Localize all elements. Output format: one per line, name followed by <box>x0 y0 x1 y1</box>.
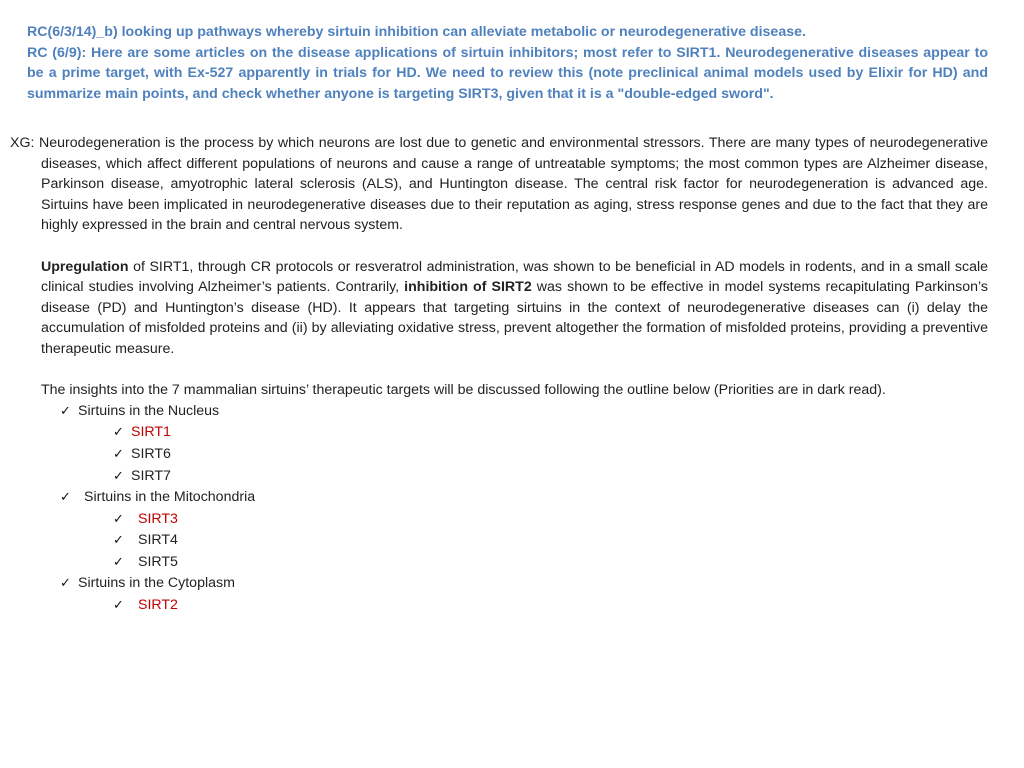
xg-notes-block <box>10 133 988 617</box>
sirtuin-label: SIRT7 <box>131 467 171 484</box>
xg-paragraph-regulation <box>10 257 988 360</box>
checkmark-icon: ✓ <box>60 576 71 592</box>
checkmark-icon: ✓ <box>113 598 124 614</box>
priority-sirtuin-label: SIRT2 <box>138 597 178 614</box>
priority-sirtuin-label: SIRT3 <box>138 510 178 527</box>
checkmark-icon: ✓ <box>113 533 124 549</box>
checkmark-icon: ✓ <box>113 511 124 527</box>
outline-label: Sirtuins in the Nucleus <box>78 402 220 419</box>
outline-subitem-sirt4 <box>10 530 988 552</box>
sirt2-inhibition-emphasis: inhibition of SIRT2 <box>404 279 532 296</box>
outline-subitem-sirt3 <box>10 509 988 531</box>
outline-subitem-sirt2 <box>10 595 988 617</box>
xg-paragraph-outline-intro: The insights into the 7 mammalian sirtuins’ therapeutic targets will be discussed following the outline below (Priorities are in dark read). <box>41 382 886 399</box>
xg-paragraph-neurodegeneration: XG: Neurodegeneration is the process by which neurons are lost due to genetic and environmental stressors. There are many types of neurodegenerative diseases, which affect different populations of neurons and cause a range of untreatable symptoms; the most common types are Alzheimer disease, Parkinson disease, amyotrophic lateral sclerosis (ALS), and Huntington disease. The central risk factor for neurodegeneration is advanced age. Sirtuins have been implicated in neurodegenerative diseases due to their reputation as aging, stress response genes and due to the fact that they are highly expressed in the brain and central nervous system. <box>10 135 988 234</box>
sirtuin-label: SIRT5 <box>138 553 178 570</box>
checkmark-icon: ✓ <box>113 468 124 484</box>
checkmark-icon: ✓ <box>60 403 71 419</box>
outline-item-nucleus <box>10 401 988 423</box>
outline-subitem-sirt5 <box>10 552 988 574</box>
outline-subitem-sirt6 <box>10 444 988 466</box>
spacer <box>10 360 988 381</box>
outline-item-cytoplasm <box>10 573 988 595</box>
spacer <box>10 236 988 257</box>
sirtuin-outline-list <box>10 401 988 617</box>
regulation-text-2: was shown to be effective in model systems recapitulating Parkinson’s disease (PD) and Huntington’s disease (HD). It appears that targeting sirtuins in the context of neurodegenerative diseases can (i) delay the accumulation of misfolded proteins and (ii) by alleviating oxidative stress, prevent altogether the formation of misfolded proteins, providing a preventive therapeutic measure. <box>41 279 989 357</box>
checkmark-icon: ✓ <box>113 425 124 441</box>
checkmark-icon: ✓ <box>60 490 71 506</box>
sirtuin-label: SIRT6 <box>131 445 171 462</box>
outline-subitem-sirt7 <box>10 466 988 488</box>
outline-label: Sirtuins in the Cytoplasm <box>78 575 235 592</box>
upregulation-emphasis: Upregulation <box>41 258 129 275</box>
rc-note-line-1: RC(6/3/14)_b) looking up pathways whereby sirtuin inhibition can alleviate metabolic or neurodegenerative disease. <box>27 24 806 40</box>
regulation-text-1: of SIRT1, through CR protocols or resveratrol administration, was shown to be beneficial in AD models in rodents, and in a small scale clinical studies involving Alzheimer’s patients. Contrarily, <box>41 258 988 296</box>
priority-sirtuin-label: SIRT1 <box>131 424 171 441</box>
checkmark-icon: ✓ <box>113 446 124 462</box>
outline-label: Sirtuins in the Mitochondria <box>84 489 256 506</box>
outline-subitem-sirt1 <box>10 422 988 444</box>
rc-notes-block <box>27 22 988 104</box>
checkmark-icon: ✓ <box>113 554 124 570</box>
outline-item-mitochondria <box>10 487 988 509</box>
rc-note-line-2: RC (6/9): Here are some articles on the disease applications of sirtuin inhibitors; most refer to SIRT1. Neurodegenerative diseases appear to be a prime target, with Ex-527 apparently in trials for HD. We need to review this (note preclinical animal models used by Elixir for HD) and summarize main points, and check whether anyone is targeting SIRT3, given that it is a "double-edged sword". <box>27 44 988 102</box>
sirtuin-label: SIRT4 <box>138 532 178 549</box>
